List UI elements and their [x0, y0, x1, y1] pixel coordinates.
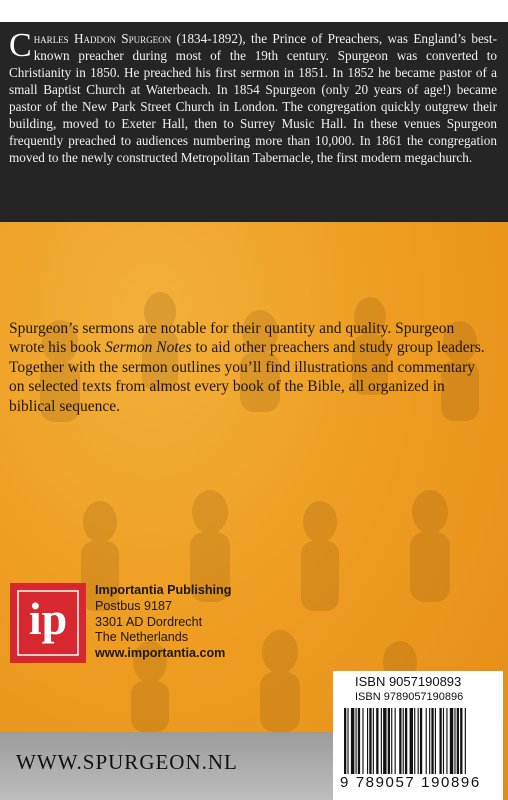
author-bio-text [9, 27, 497, 166]
isbn-barcode [340, 708, 503, 774]
publisher-website[interactable]: www.importantia.com [95, 646, 226, 661]
barcode-bar [429, 708, 430, 774]
barcode-bar [465, 708, 466, 774]
barcode-bar [395, 708, 396, 774]
barcode-bar [443, 708, 444, 774]
barcode-bar [454, 708, 455, 774]
logo-letters: ip [28, 593, 68, 644]
barcode-bar [391, 708, 392, 774]
barcode-bar [414, 708, 415, 774]
barcode-bar [403, 708, 404, 774]
barcode-bar [369, 708, 371, 774]
barcode-bar [446, 708, 447, 774]
barcode-bar [373, 708, 374, 774]
barcode-bar [431, 708, 433, 774]
barcode-bar [426, 708, 427, 774]
publisher-country: The Netherlands [95, 630, 189, 645]
book-title-italic: Sermon Notes [105, 339, 192, 357]
barcode-bar [347, 708, 348, 774]
publisher-address [95, 583, 231, 662]
top-margin-strip [0, 0, 508, 22]
barcode-bar [381, 708, 382, 774]
author-bio-box [0, 22, 508, 222]
barcode-bar [376, 708, 378, 774]
barcode-bar [358, 708, 360, 774]
description-part-2: to aid other preachers and study group leaders. Together with the sermon outlines you’ll find illustrations and commentary on selected texts from almost every book of the Bible, all organized in biblical sequence. [9, 339, 485, 415]
isbn-10: ISBN 9057190893 [355, 674, 462, 689]
barcode-bar [367, 708, 368, 774]
barcode-bar [435, 708, 436, 774]
barcode-bar [356, 708, 357, 774]
book-description [9, 319, 489, 416]
barcode-digits: 9 789057 190896 [340, 774, 481, 791]
barcode-bar [410, 708, 413, 774]
barcode-bar [450, 708, 453, 774]
barcode-bar [344, 708, 346, 774]
isbn-13: ISBN 9789057190896 [355, 691, 464, 703]
publisher-address-line-2: 3301 AD Dordrecht [95, 614, 203, 629]
publisher-name: Importantia Publishing [95, 583, 232, 597]
dropcap: C [9, 27, 32, 64]
barcode-bar [405, 708, 407, 774]
barcode-bar [383, 708, 386, 774]
barcode-bar [460, 708, 462, 774]
barcode-bar [362, 708, 363, 774]
barcode-bar [420, 708, 422, 774]
spurgeon-website[interactable]: WWW.SPURGEON.NL [16, 750, 238, 774]
barcode-bar [399, 708, 401, 774]
barcode-bar [351, 708, 354, 774]
ip-logo-icon [13, 586, 83, 660]
publisher-address-line-1: Postbus 9187 [95, 598, 173, 613]
barcode-bar [439, 708, 441, 774]
barcode-bar [418, 708, 419, 774]
barcode-bar [388, 708, 390, 774]
description-part-1: Spurgeon’s sermons are notable for their quantity and quality. Spurgeon wrote his book [9, 320, 455, 357]
barcode-bar [457, 708, 459, 774]
author-name: harles Haddon Spurgeon [33, 31, 172, 46]
bio-body: (1834-1892), the Prince of Preachers, was England’s best-known preacher during most of the 19th century. Spurgeon was converted to Christianity in 1850. He preached his first sermon in 1851. In 1852 he became pastor of a small Baptist Church at Waterbeach. In 1854 Spurgeon (only 20 years of age!) became pastor of the New Park Street Church in London. The congregation quickly outgrew their building, moved to Exeter Hall, then to Surrey Music Hall. In these venues Spurgeon frequently preached to audiences numbering more than 10,000. In 1861 the congregation moved to the newly constructed Metropolitan Tabernacle, the first modern megachurch. [9, 31, 497, 165]
publisher-logo [10, 583, 86, 663]
